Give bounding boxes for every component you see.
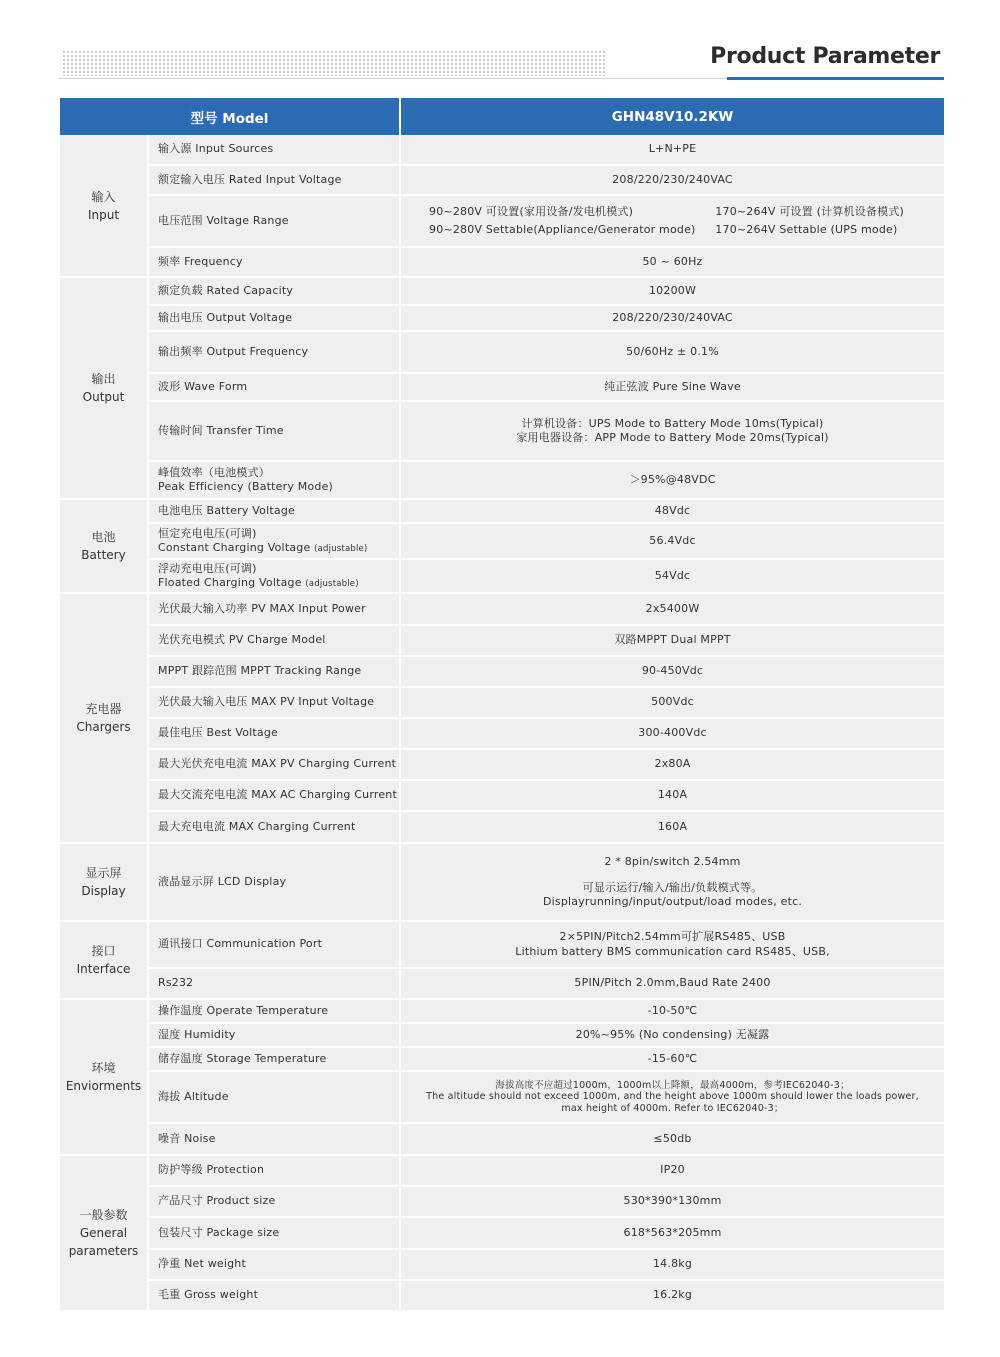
table-row [60,811,944,843]
spec-table [60,98,944,1312]
value-line: 可显示运行/输入/输出/负载模式等。 [582,880,763,894]
param-label: 防护等级 Protection [148,1155,400,1186]
category-en: parameters [68,1244,139,1258]
param-label: 最大光伏充电电流 MAX PV Charging Current [148,749,400,780]
table-row [60,843,944,921]
param-label: 波形 Wave Form [148,373,400,401]
param-value: 2x5400W [400,593,944,625]
header-dot-pattern [62,50,607,76]
table-row [60,687,944,718]
param-label: 最大充电电流 MAX Charging Current [148,811,400,843]
param-label: 通讯接口 Communication Port [148,921,400,968]
param-label: 产品尺寸 Product size [148,1186,400,1217]
param-value: 纯正弦波 Pure Sine Wave [400,373,944,401]
param-value [400,195,944,247]
label-line: 浮动充电电压(可调) [158,561,257,575]
param-value: -15-60℃ [400,1047,944,1071]
param-value: 300-400Vdc [400,718,944,749]
param-value: 208/220/230/240VAC [400,305,944,331]
param-value: 16.2kg [400,1280,944,1311]
param-value: 500Vdc [400,687,944,718]
category-en: Chargers [76,720,131,734]
param-value [400,1071,944,1123]
param-value: -10-50℃ [400,999,944,1023]
table-row [60,305,944,331]
param-value: 530*390*130mm [400,1186,944,1217]
value-line: 170~264V 可设置 (计算机设备模式) [715,205,905,219]
param-label: 毛重 Gross weight [148,1280,400,1311]
param-label [148,523,400,559]
label-line: 恒定充电电压(可调) [158,526,257,540]
title-underline [727,77,944,80]
param-value: 140A [400,780,944,811]
table-row [60,1123,944,1155]
param-label: 电压范围 Voltage Range [148,195,400,247]
param-label: 光伏最大输入电压 MAX PV Input Voltage [148,687,400,718]
param-value: 208/220/230/240VAC [400,165,944,195]
param-label: 输出电压 Output Voltage [148,305,400,331]
category-cn: 输入 [91,189,116,204]
table-row [60,559,944,593]
table-row [60,195,944,247]
category-cn: 显示屏 [85,866,122,880]
param-label: 操作温度 Operate Temperature [148,999,400,1023]
category-en: Display [81,884,126,898]
category-chargers [60,593,148,843]
category-en: Enviorments [65,1079,142,1093]
table-row [60,1071,944,1123]
table-row [60,523,944,559]
category-en: General [79,1226,128,1240]
category-en: Battery [81,548,126,562]
param-value [400,843,944,921]
category-cn: 输出 [91,372,116,386]
param-label: 光伏充电模式 PV Charge Model [148,625,400,656]
table-row [60,999,944,1023]
param-label: 频率 Frequency [148,247,400,277]
table-row [60,401,944,461]
table-row [60,277,944,305]
param-value: ≤50db [400,1123,944,1155]
param-label: 电池电压 Battery Voltage [148,499,400,523]
table-row [60,1186,944,1217]
param-label: Rs232 [148,968,400,999]
category-interface [60,921,148,999]
page-title: Product Parameter [710,44,940,69]
param-value: 14.8kg [400,1249,944,1280]
param-value: 48Vdc [400,499,944,523]
value-line: 计算机设备：UPS Mode to Battery Mode 10ms(Typical) [521,416,824,430]
category-cn: 电池 [91,530,116,544]
param-label: MPPT 跟踪范围 MPPT Tracking Range [148,656,400,687]
value-line: Displayrunning/input/output/load modes, etc. [542,895,803,909]
param-value: ＞95%@48VDC [400,461,944,499]
param-label: 液晶显示屏 LCD Display [148,843,400,921]
param-label: 海拔 Altitude [148,1071,400,1123]
value-line: 90~280V 可设置(家用设备/发电机模式) [429,205,634,219]
param-value: 2x80A [400,749,944,780]
table-row [60,461,944,499]
table-row [60,625,944,656]
table-row [60,780,944,811]
table-row [60,135,944,165]
category-cn: 接口 [91,944,116,958]
param-label: 光伏最大输入功率 PV MAX Input Power [148,593,400,625]
param-value: 618*563*205mm [400,1217,944,1249]
param-label [148,461,400,499]
category-cn: 充电器 [85,702,122,716]
param-value: IP20 [400,1155,944,1186]
table-row [60,1023,944,1047]
param-label: 最大交流充电电流 MAX AC Charging Current [148,780,400,811]
param-label: 噪音 Noise [148,1123,400,1155]
param-value: 160A [400,811,944,843]
label-note: (adjustable) [305,579,359,589]
param-label: 净重 Net weight [148,1249,400,1280]
table-row [60,749,944,780]
table-row [60,373,944,401]
param-value [400,921,944,968]
param-label: 输入源 Input Sources [148,135,400,165]
table-row [60,656,944,687]
label-line: Floated Charging Voltage [158,576,302,589]
table-row [60,165,944,195]
table-header-row [60,98,944,135]
value-line: 90~280V Settable(Appliance/Generator mode) [429,222,696,236]
category-general [60,1155,148,1311]
param-value: 56.4Vdc [400,523,944,559]
table-row [60,499,944,523]
table-row [60,1249,944,1280]
table-row [60,1280,944,1311]
label-line: Peak Efficiency (Battery Mode) [158,480,334,493]
param-value: 54Vdc [400,559,944,593]
category-cn: 一般参数 [79,1208,128,1222]
param-value: 50 ~ 60Hz [400,247,944,277]
category-display [60,843,148,921]
param-label: 包装尺寸 Package size [148,1217,400,1249]
table-row [60,968,944,999]
label-line: Constant Charging Voltage [158,541,311,554]
table-row [60,921,944,968]
table-row [60,718,944,749]
param-label: 输出频率 Output Frequency [148,331,400,373]
param-label: 最佳电压 Best Voltage [148,718,400,749]
param-label [148,559,400,593]
category-environment [60,999,148,1155]
value-line: 2×5PIN/Pitch2.54mm可扩展RS485、USB [559,930,786,944]
value-line: The altitude should not exceed 1000m, and the height above 1000m should lower the loads power, [426,1091,919,1103]
param-value: 双路MPPT Dual MPPT [400,625,944,656]
param-label: 额定负载 Rated Capacity [148,277,400,305]
category-battery [60,499,148,593]
value-line: 170~264V Settable (UPS mode) [715,222,898,236]
value-line: Lithium battery BMS communication card RS485、USB, [515,944,830,958]
param-label: 储存温度 Storage Temperature [148,1047,400,1071]
param-value: L+N+PE [400,135,944,165]
label-note: (adjustable) [314,544,368,554]
header-model-label: 型号 Model [60,98,400,135]
table-row [60,593,944,625]
header-model-value: GHN48V10.2KW [400,98,944,135]
param-label: 额定输入电压 Rated Input Voltage [148,165,400,195]
param-value: 10200W [400,277,944,305]
param-value [400,401,944,461]
value-line: 家用电器设备：APP Mode to Battery Mode 20ms(Typical) [516,431,829,444]
param-value: 20%~95% (No condensing) 无凝露 [400,1023,944,1047]
table-row [60,1047,944,1071]
param-value: 5PIN/Pitch 2.0mm,Baud Rate 2400 [400,968,944,999]
param-value: 90-450Vdc [400,656,944,687]
value-line: 2 * 8pin/switch 2.54mm [604,854,741,868]
label-line: 峰值效率（电池模式） [158,465,270,479]
param-label: 传输时间 Transfer Time [148,401,400,461]
table-row [60,1217,944,1249]
category-cn: 环境 [91,1061,116,1075]
table-row [60,1155,944,1186]
param-label: 湿度 Humidity [148,1023,400,1047]
category-output [60,277,148,499]
category-en: Input [87,207,120,222]
param-value: 50/60Hz ± 0.1% [400,331,944,373]
value-line: 海拔高度不应超过1000m，1000m以上降额，最高4000m，参考IEC62040-3； [495,1079,850,1091]
table-row [60,331,944,373]
table-row [60,247,944,277]
value-line: max height of 4000m. Refer to IEC62040-3； [561,1102,784,1114]
category-en: Interface [76,962,131,976]
category-input [60,135,148,277]
category-en: Output [82,390,125,404]
